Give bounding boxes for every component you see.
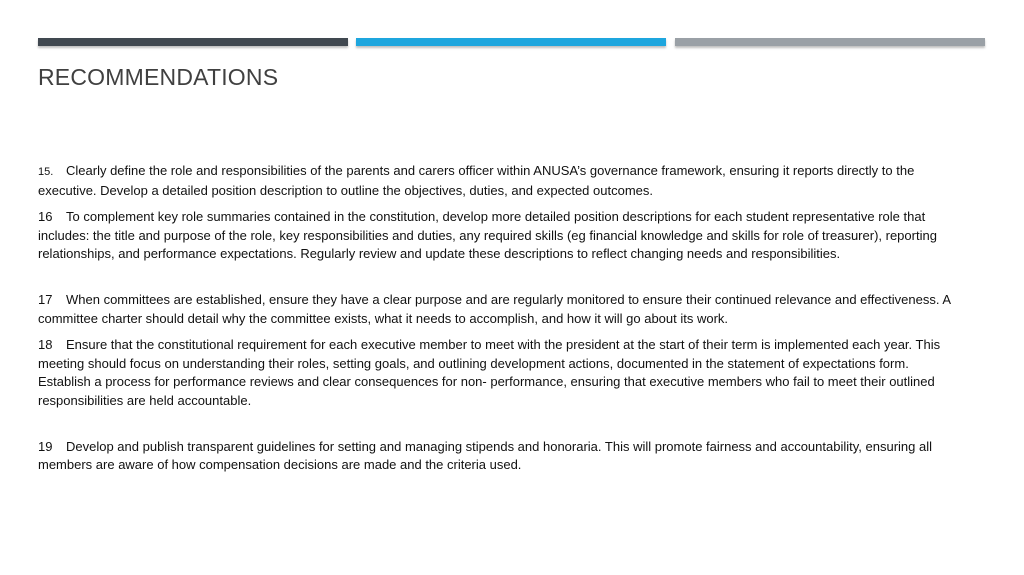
recommendation-number: 15. bbox=[38, 166, 54, 178]
recommendation-text: Ensure that the constitutional requirement for each executive member to meet with the president at the start of their term is implemented each year. This meeting should focus on understanding their roles, setting goals, and outlining development actions, documented in the statement of expectations form. Establish a process for performance reviews and clear consequences for non- performance, ensuring that executive members who fail to meet their outlined responsibilities are held accountable. bbox=[38, 337, 941, 408]
recommendation-text: To complement key role summaries contained in the constitution, develop more detailed position descriptions for each student representative role that includes: the title and purpose of the role, key responsibilities and duties, any required skills (eg financial knowledge and skills for role of treasurer), reporting relationships, and performance expectations. Regularly review and update these descriptions to reflect changing needs and responsibilities. bbox=[38, 209, 937, 262]
recommendation-15 bbox=[38, 162, 962, 200]
recommendations-body bbox=[38, 162, 962, 475]
recommendation-19 bbox=[38, 438, 962, 475]
recommendation-17 bbox=[38, 291, 962, 328]
recommendation-number: 19 bbox=[38, 438, 53, 454]
recommendation-16 bbox=[38, 208, 962, 264]
recommendation-number: 18 bbox=[38, 337, 53, 353]
accent-bar-dark bbox=[38, 38, 348, 46]
recommendation-18 bbox=[38, 336, 962, 410]
slide-title: RECOMMENDATIONS bbox=[38, 64, 279, 90]
accent-bar-grey bbox=[675, 38, 985, 46]
recommendation-number: 16 bbox=[38, 209, 53, 225]
accent-bar-blue bbox=[356, 38, 666, 46]
recommendation-text: Clearly define the role and responsibilities of the parents and carers officer within ANUSA’s governance framework, ensuring it reports directly to the executive. Develop a detailed position description to outline the objectives, duties, and expected outcomes. bbox=[38, 163, 915, 198]
recommendation-text: When committees are established, ensure they have a clear purpose and are regularly monitored to ensure their continued relevance and effectiveness. A committee charter should detail why the committee exists, what it needs to accomplish, and how it will go about its work. bbox=[38, 291, 951, 326]
recommendation-number: 17 bbox=[38, 291, 53, 307]
recommendation-text: Develop and publish transparent guidelines for setting and managing stipends and honoraria. This will promote fairness and accountability, ensuring all members are aware of how compensation decisions are made and the criteria used. bbox=[38, 438, 932, 473]
